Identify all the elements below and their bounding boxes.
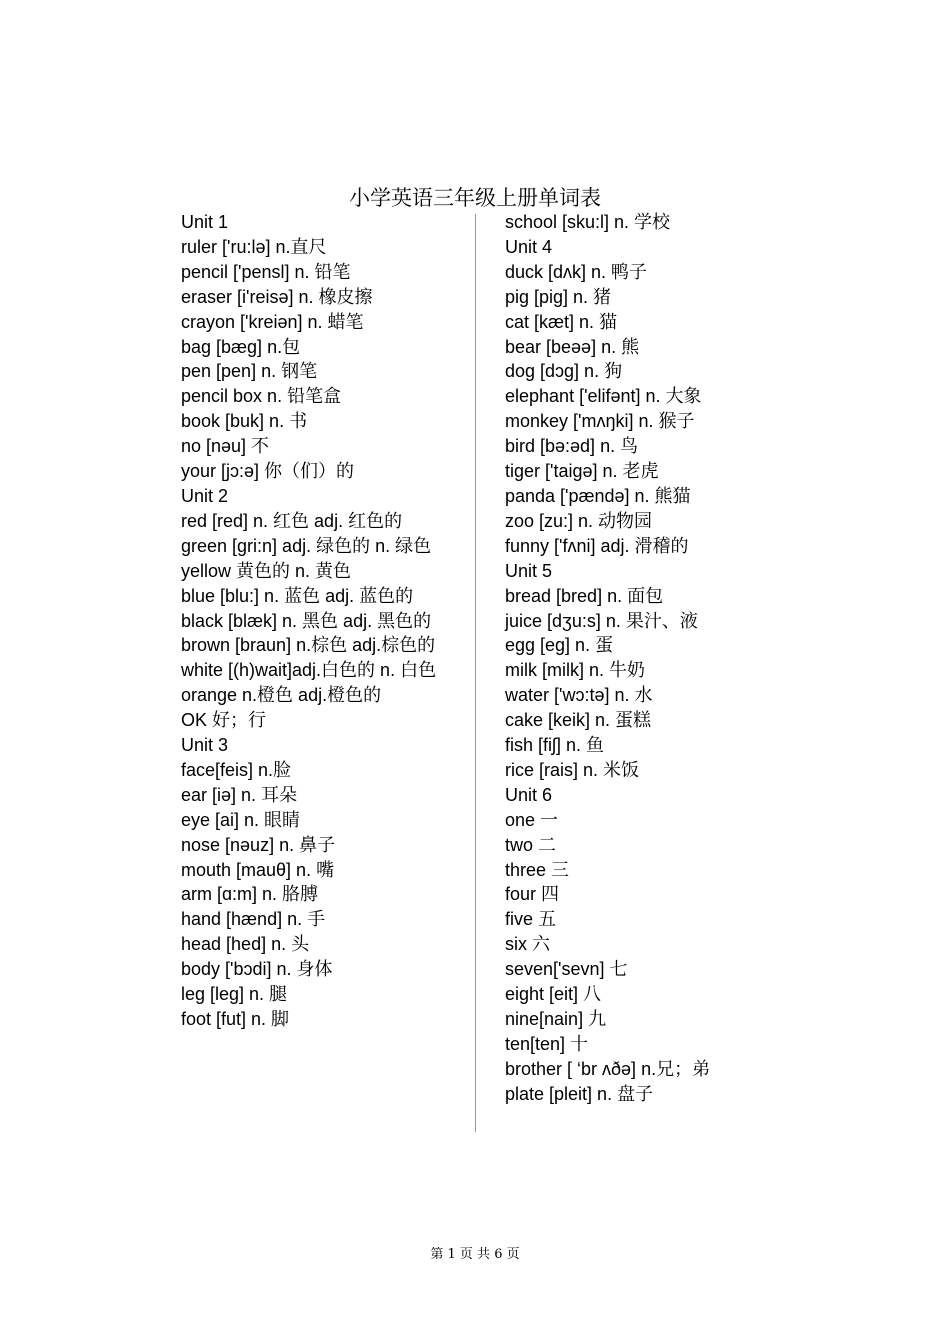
vocab-line: crayon ['kreiən] n. 蜡笔 <box>181 311 364 332</box>
vocab-line: red [red] n. 红色 adj. 红色的 <box>181 510 403 531</box>
vocab-line: five 五 <box>505 909 557 930</box>
left-vocab-column <box>181 210 451 1032</box>
vocab-line: white [(h)wait]adj.白色的 n. 白色 <box>181 660 437 681</box>
vocab-line: Unit 6 <box>505 784 553 805</box>
vocab-line: foot [fut] n. 脚 <box>181 1009 290 1029</box>
vocab-line: Unit 3 <box>181 735 229 756</box>
vocab-line: duck [dʌk] n. 鸭子 <box>505 261 648 282</box>
vocab-line: no [nəu] 不 <box>181 436 270 457</box>
vocab-line: yellow 黄色的 n. 黄色 <box>181 560 352 581</box>
vocab-line: funny ['fʌni] adj. 滑稽的 <box>505 535 689 556</box>
vocab-line: tiger ['taigə] n. 老虎 <box>505 461 659 482</box>
vocab-line: cake [keik] n. 蛋糕 <box>505 710 652 731</box>
vocab-line: milk [milk] n. 牛奶 <box>505 660 646 681</box>
vocab-line: bread [bred] n. 面包 <box>505 585 664 606</box>
vocab-line: hand [hænd] n. 手 <box>181 909 326 930</box>
vocab-line: ruler ['ru:lə] n.直尺 <box>181 236 327 257</box>
vocab-line: juice [dʒu:s] n. 果汁、液 <box>505 610 698 631</box>
vocab-line: head [hed] n. 头 <box>181 934 310 955</box>
vocab-line: three 三 <box>505 859 570 880</box>
vocab-line: two 二 <box>505 834 557 855</box>
vocab-line: mouth [mauθ] n. 嘴 <box>181 859 335 880</box>
vocab-line: Unit 5 <box>505 560 553 581</box>
vocab-line: OK 好；行 <box>181 710 267 731</box>
vocab-line: blue [blu:] n. 蓝色 adj. 蓝色的 <box>181 585 414 606</box>
vocab-line: brown [braun] n.棕色 adj.棕色的 <box>181 635 436 656</box>
vocab-line: book [buk] n. 书 <box>181 411 308 432</box>
vocab-line: Unit 1 <box>181 212 229 232</box>
vocab-line: orange n.橙色 adj.橙色的 <box>181 685 382 706</box>
vocab-line: Unit 2 <box>181 485 229 506</box>
page-footer: 第 1 页 共 6 页 <box>430 1247 520 1262</box>
vocab-line: nose [nəuz] n. 鼻子 <box>181 834 336 855</box>
vocab-line: face[feis] n.脸 <box>181 759 292 780</box>
vocab-line: monkey ['mʌŋki] n. 猴子 <box>505 411 695 432</box>
column-divider <box>475 214 476 1132</box>
vocab-line: bag [bæg] n.包 <box>181 336 301 357</box>
vocab-line: rice [rais] n. 米饭 <box>505 759 640 780</box>
vocab-line: nine[nain] 九 <box>505 1009 607 1029</box>
vocab-line: eye [ai] n. 眼睛 <box>181 809 301 830</box>
vocab-line: body ['bɔdi] n. 身体 <box>181 959 333 980</box>
vocab-line: plate [pleit] n. 盘子 <box>505 1083 654 1104</box>
vocab-line: water ['wɔ:tə] n. 水 <box>505 685 653 706</box>
vocab-line: brother [ ‘br ʌðə] n.兄；弟 <box>505 1058 711 1079</box>
vocab-line: pig [piɡ] n. 猪 <box>505 286 612 307</box>
vocab-line: four 四 <box>505 884 560 905</box>
vocab-line: bird [bə:əd] n. 鸟 <box>505 436 639 457</box>
vocab-line: pencil box n. 铅笔盒 <box>181 386 342 407</box>
vocab-line: Unit 4 <box>505 236 553 257</box>
vocab-line: zoo [zu:] n. 动物园 <box>505 510 653 531</box>
vocab-line: green [ɡri:n] adj. 绿色的 n. 绿色 <box>181 535 432 556</box>
vocab-line: elephant ['elifənt] n. 大象 <box>505 386 702 407</box>
vocab-line: ten[ten] 十 <box>505 1033 589 1054</box>
right-vocab-column <box>505 210 765 1107</box>
vocab-line: eraser [i'reisə] n. 橡皮擦 <box>181 286 373 307</box>
vocab-line: egg [eg] n. 蛋 <box>505 635 614 656</box>
vocab-line: leg [leg] n. 腿 <box>181 984 288 1005</box>
vocab-line: six 六 <box>505 934 550 955</box>
vocab-line: fish [fiʃ] n. 鱼 <box>505 735 605 756</box>
vocab-line: school [sku:l] n. 学校 <box>505 212 671 232</box>
vocab-line: seven['sevn] 七 <box>505 959 628 980</box>
vocab-line: your [jɔ:ə] 你（们）的 <box>181 461 355 482</box>
vocab-line: ear [iə] n. 耳朵 <box>181 784 298 805</box>
vocab-line: bear [beəə] n. 熊 <box>505 336 640 357</box>
vocab-line: arm [ɑ:m] n. 胳膊 <box>181 884 319 905</box>
vocab-line: one 一 <box>505 809 559 830</box>
vocab-line: dog [dɔg] n. 狗 <box>505 361 623 382</box>
vocab-line: eight [eit] 八 <box>505 984 602 1005</box>
vocab-line: black [blæk] n. 黑色 adj. 黑色的 <box>181 610 432 631</box>
vocab-line: pencil ['pensl] n. 铅笔 <box>181 261 351 282</box>
vocab-line: panda ['pændə] n. 熊猫 <box>505 485 691 506</box>
vocab-line: pen [pen] n. 钢笔 <box>181 361 318 382</box>
page-title: 小学英语三年级上册单词表 <box>349 186 601 210</box>
vocab-line: cat [kæt] n. 猫 <box>505 311 618 332</box>
